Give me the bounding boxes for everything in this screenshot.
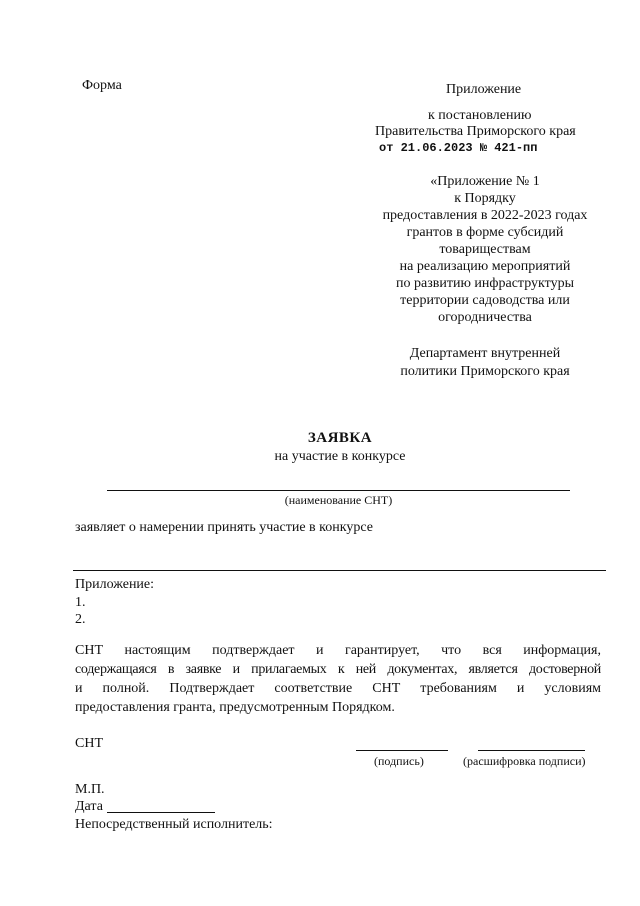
appendix-1-line: огородничества — [438, 310, 532, 325]
form-label: Форма — [82, 78, 122, 93]
attachment-item: 2. — [75, 612, 86, 627]
separator-line — [73, 570, 606, 571]
appendix-1-line: к Порядку — [454, 191, 516, 206]
to-resolution-line: к постановлению — [428, 108, 532, 123]
government-line: Правительства Приморского края — [375, 124, 576, 139]
seal-label: М.П. — [75, 782, 105, 797]
confirmation-line: предоставления гранта, предусмотренным Порядком. — [75, 700, 395, 715]
document-title: ЗАЯВКА — [307, 430, 373, 446]
snt-signature-label: СНТ — [75, 736, 103, 751]
snt-name-caption: (наименование СНТ) — [284, 493, 393, 507]
signature-caption: (подпись) — [374, 754, 424, 768]
executor-label: Непосредственный исполнитель: — [75, 817, 273, 832]
appendix-1-line: территории садоводства или — [400, 293, 570, 308]
confirmation-paragraph — [75, 641, 601, 717]
attachment-item: 1. — [75, 595, 86, 610]
appendix-1-line: по развитию инфраструктуры — [396, 276, 574, 291]
signature-decoding-caption: (расшифровка подписи) — [463, 754, 586, 768]
appendix-1-line: грантов в форме субсидий — [406, 225, 564, 240]
appendix-1-line: товариществам — [439, 242, 531, 257]
appendix-1-line: на реализацию мероприятий — [399, 259, 571, 274]
attachments-label: Приложение: — [75, 577, 155, 592]
declaration-text: заявляет о намерении принять участие в конкурсе — [75, 520, 373, 535]
document-subtitle: на участие в конкурсе — [274, 449, 406, 464]
snt-name-line — [107, 490, 570, 491]
date-line — [107, 812, 215, 813]
addressee-line-2: политики Приморского края — [400, 364, 570, 379]
appendix-1-line: предоставления в 2022-2023 годах — [382, 208, 588, 223]
confirmation-line: содержащаяся в заявке и прилагаемых к ней документах, является достоверной — [75, 662, 601, 677]
signature-decoding-line — [478, 750, 585, 751]
appendix-1-line: «Приложение № 1 — [430, 174, 540, 189]
appendix-1-block — [355, 173, 615, 326]
signature-line — [356, 750, 448, 751]
resolution-reference: от 21.06.2023 № 421-пп — [379, 141, 538, 155]
date-label: Дата — [75, 799, 103, 814]
addressee-block — [355, 345, 615, 381]
confirmation-line: и полной. Подтверждает соответствие СНТ требованиям и условиям — [75, 681, 601, 696]
addressee-line-1: Департамент внутренней — [409, 346, 561, 361]
appendix-title: Приложение — [446, 82, 522, 97]
confirmation-line: СНТ настоящим подтверждает и гарантирует, что вся информация, — [75, 643, 601, 658]
